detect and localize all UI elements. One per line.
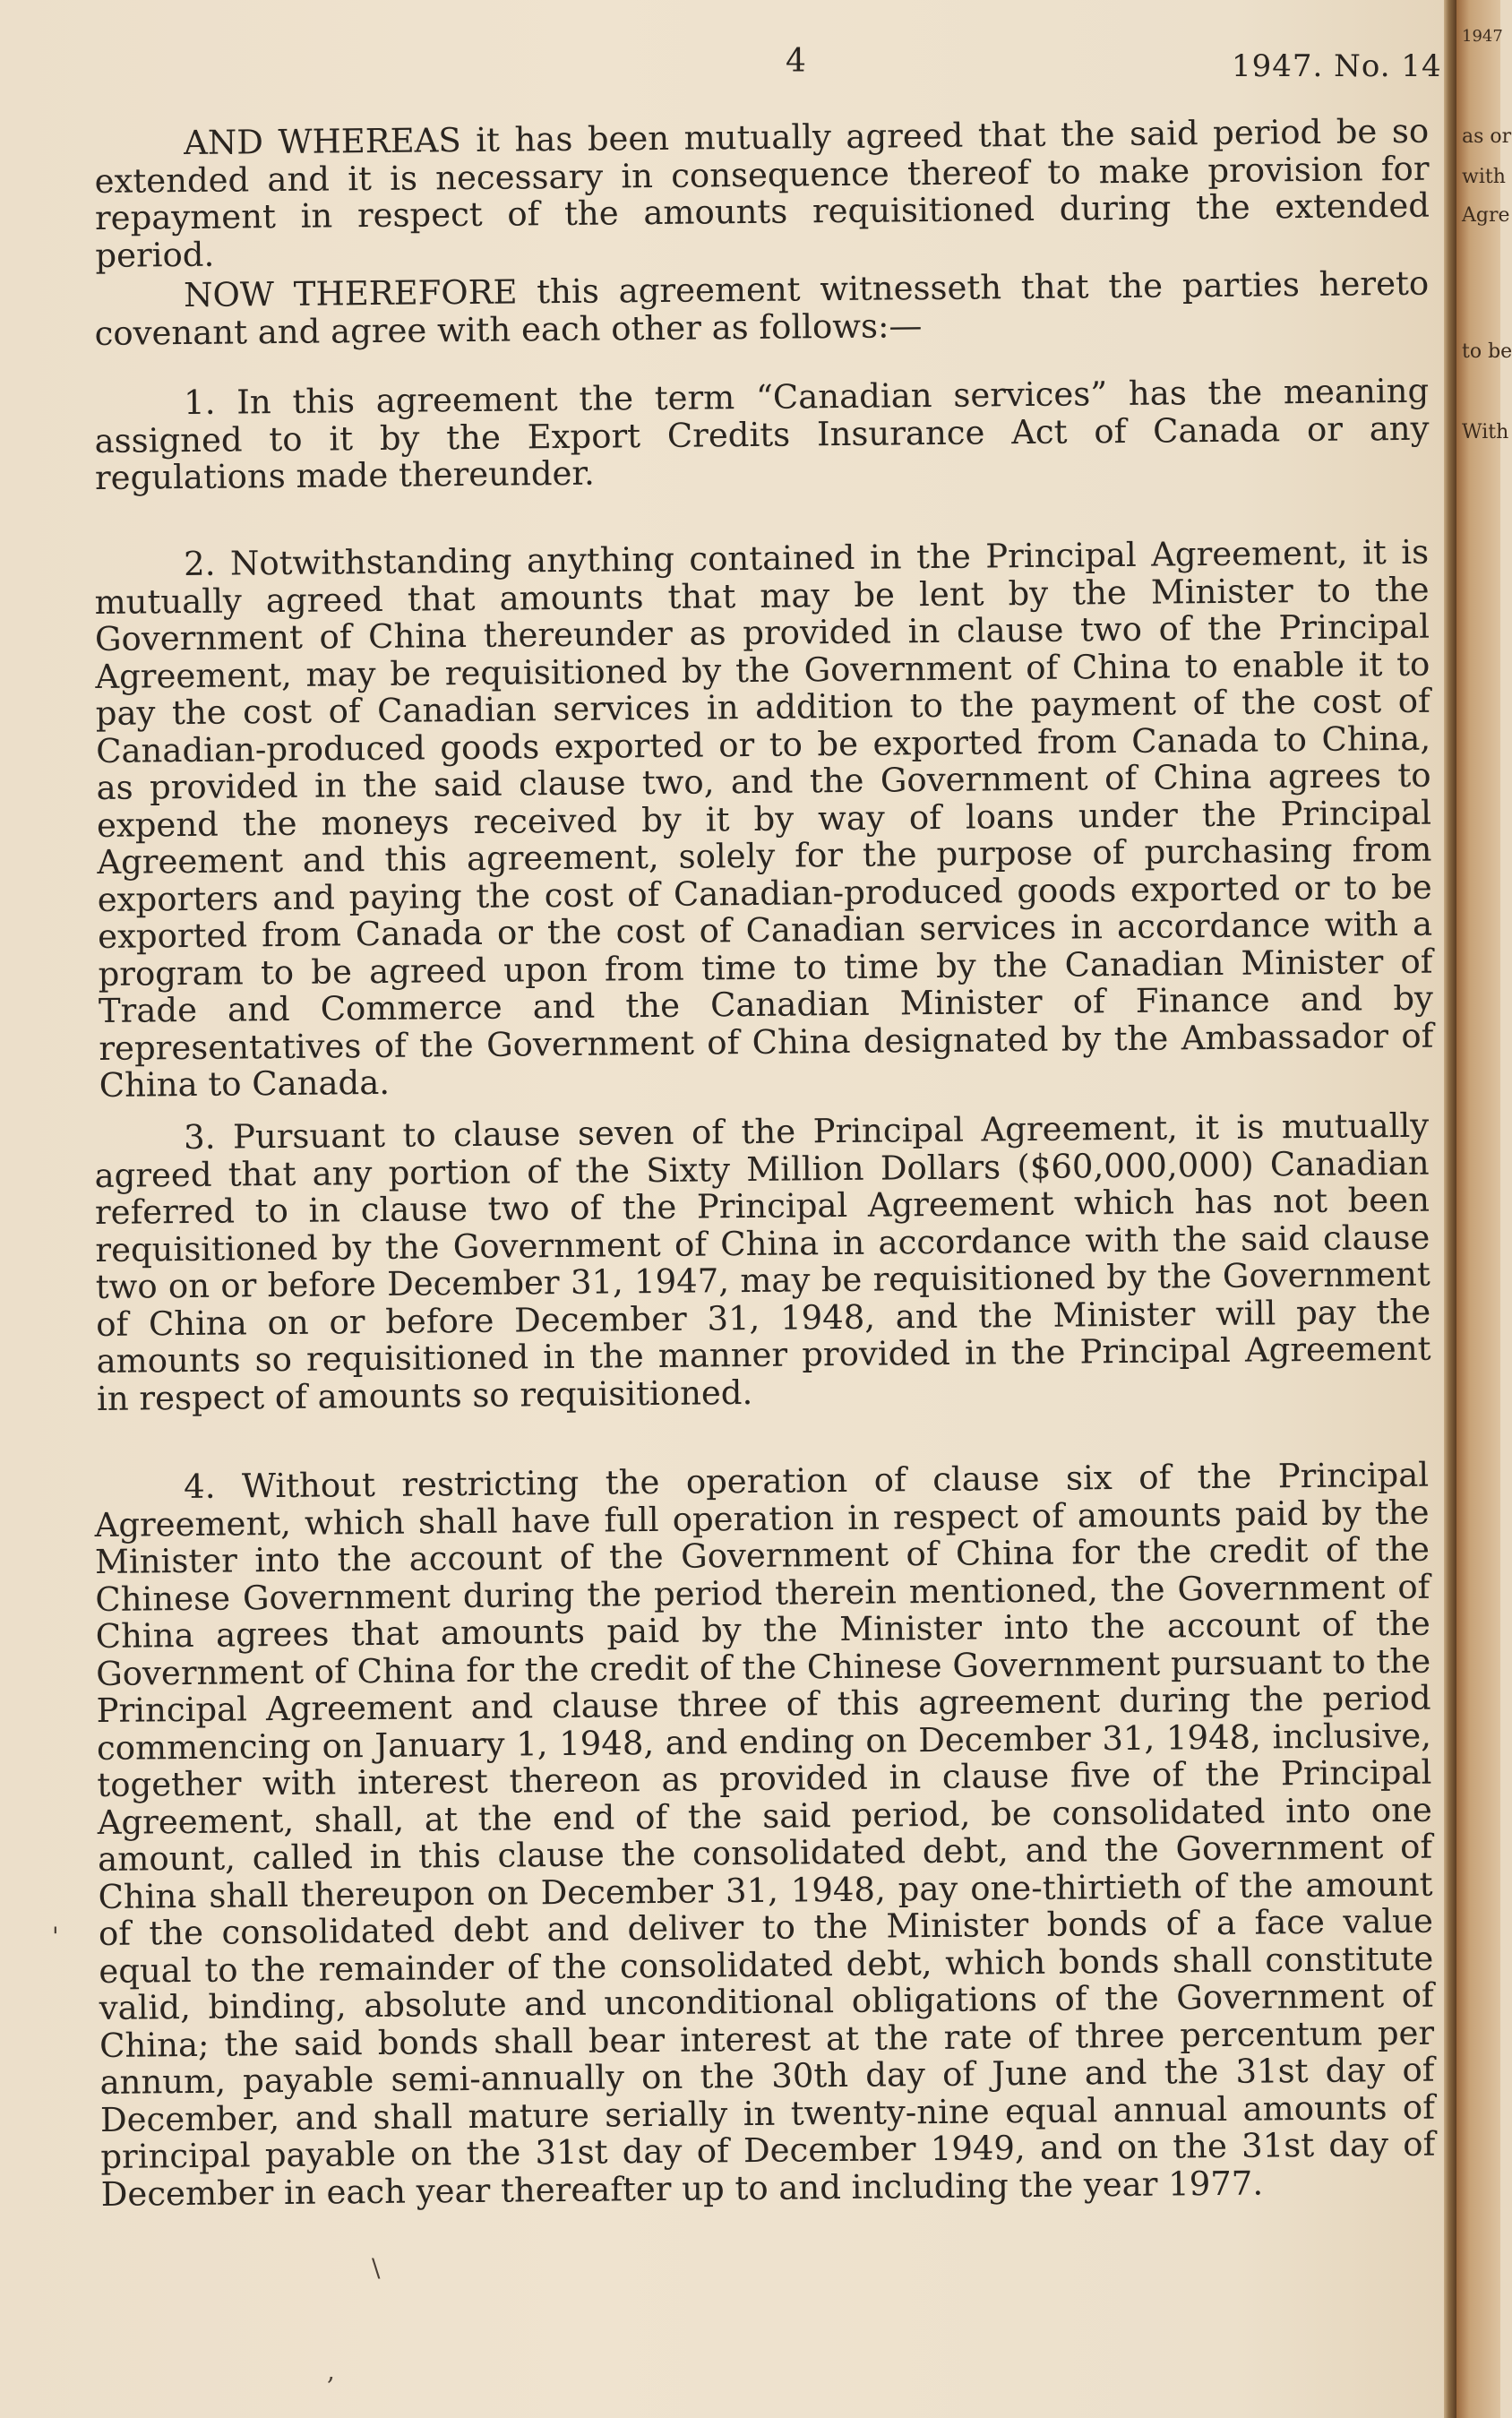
paragraph-text: AND WHEREAS it has been mutually agreed that the said period be so extended and it is necessary in consequence thereof to make provision for repayment in respect of the amounts requisitioned during the extended period. bbox=[94, 111, 1430, 275]
facing-page-fragment: as or bbox=[1462, 125, 1512, 148]
clause-3 bbox=[94, 1107, 1431, 1417]
stray-mark: , bbox=[327, 2356, 335, 2386]
facing-page-edge bbox=[1456, 0, 1512, 2418]
paragraph-text: NOW THEREFORE this agreement witnesseth that the parties hereto covenant and agree with each other as follows:— bbox=[94, 263, 1430, 353]
facing-page-fragment: Agre bbox=[1462, 204, 1510, 227]
facing-page-fragment: 1947 bbox=[1462, 27, 1503, 46]
stray-mark: \ bbox=[372, 2253, 381, 2283]
clause-2 bbox=[94, 534, 1434, 1105]
clause-4 bbox=[94, 1457, 1436, 2213]
facing-page-fragment: with bbox=[1462, 166, 1506, 188]
facing-page-fragment: to be bbox=[1462, 340, 1512, 363]
stray-mark: ' bbox=[52, 1922, 59, 1951]
paragraph-text: 3. Pursuant to clause seven of the Principal Agreement, it is mutually agreed that any portion of the Sixty Million Dollars ($60,000,000) Canadian referred to in clause two of the Principal Agreement which has not been requisitioned by the Government of China in accordance with the said clause two on or before December 31, 1947, may be requisitioned by the Government of China on or before December 31, 1948, and the Minister will pay the amounts so requisitioned in the manner provided in the Principal Agreement in respect of amounts so requisitioned. bbox=[94, 1106, 1431, 1418]
paragraph-text: 1. In this agreement the term “Canadian services” has the meaning assigned to it by the Export Credits Insurance Act of Canada or any regulations made thereunder. bbox=[94, 371, 1430, 497]
page-number: 4 bbox=[786, 43, 806, 80]
book-gutter bbox=[1444, 0, 1456, 2418]
paragraph-text: 2. Notwithstanding anything contained in the Principal Agreement, it is mutually agreed that amounts that may be lent by the Minister to the Government of China thereunder as provided in clause two of the Principal Agreement, may be requisitioned by the Government of China to enable it to pay the cost of Canadian services in addition to the payment of the cost of Canadian-produced goods exported or to be exported from Canada to China, as provided in the said clause two, and the Government of China agrees to expend the moneys received by it by way of loans under the Principal Agreement and this agreement, solely for the purpose of purchasing from exporters and paying the cost of Canadian-produced goods exported or to be exported from Canada or the cost of Canadian services in accordance with a program to be agreed upon from time to time by the Canadian Minister of Trade and Commerce and the Canadian Minister of Finance and by representatives of the Government of China designated by the Ambassador of China to Canada. bbox=[94, 532, 1434, 1105]
treaty-reference: 1947. No. 14 bbox=[1232, 48, 1442, 84]
page-header bbox=[0, 43, 1444, 97]
facing-page-fragment: With bbox=[1462, 421, 1509, 443]
clause-1 bbox=[94, 373, 1430, 497]
paragraph-whereas bbox=[94, 113, 1430, 274]
paragraph-text: 4. Without restricting the operation of clause six of the Principal Agreement, which shall have full operation in respect of amounts paid by the Minister into the account of the Government of China for the credit of the Chinese Government during the period therein mentioned, the Government of China agrees that amounts paid by the Minister into the account of the Government of China for the credit of the Chinese Government pursuant to the Principal Agreement and clause three of this agreement during the period commencing on January 1, 1948, and ending on December 31, 1948, inclusive, together with interest thereon as provided in clause five of the Principal Agreement, shall, at the end of the said period, be consolidated into one amount, called in this clause the consolidated debt, and the Government of China shall thereupon on December 31, 1948, pay one-thirtieth of the amount of the consolidated debt and deliver to the Minister bonds of a face value equal to the remainder of the consolidated debt, which bonds shall constitute valid, binding, absolute and unconditional obligations of the Government of China; the said bonds shall bear interest at the rate of three percentum per annum, payable semi-annually on the 30th day of June and the 31st day of December, and shall mature serially in twenty-nine equal annual amounts of principal payable on the 31st day of December 1949, and on the 31st day of December in each year thereafter up to and including the year 1977. bbox=[94, 1455, 1436, 2214]
paragraph-now-therefore bbox=[94, 265, 1430, 352]
